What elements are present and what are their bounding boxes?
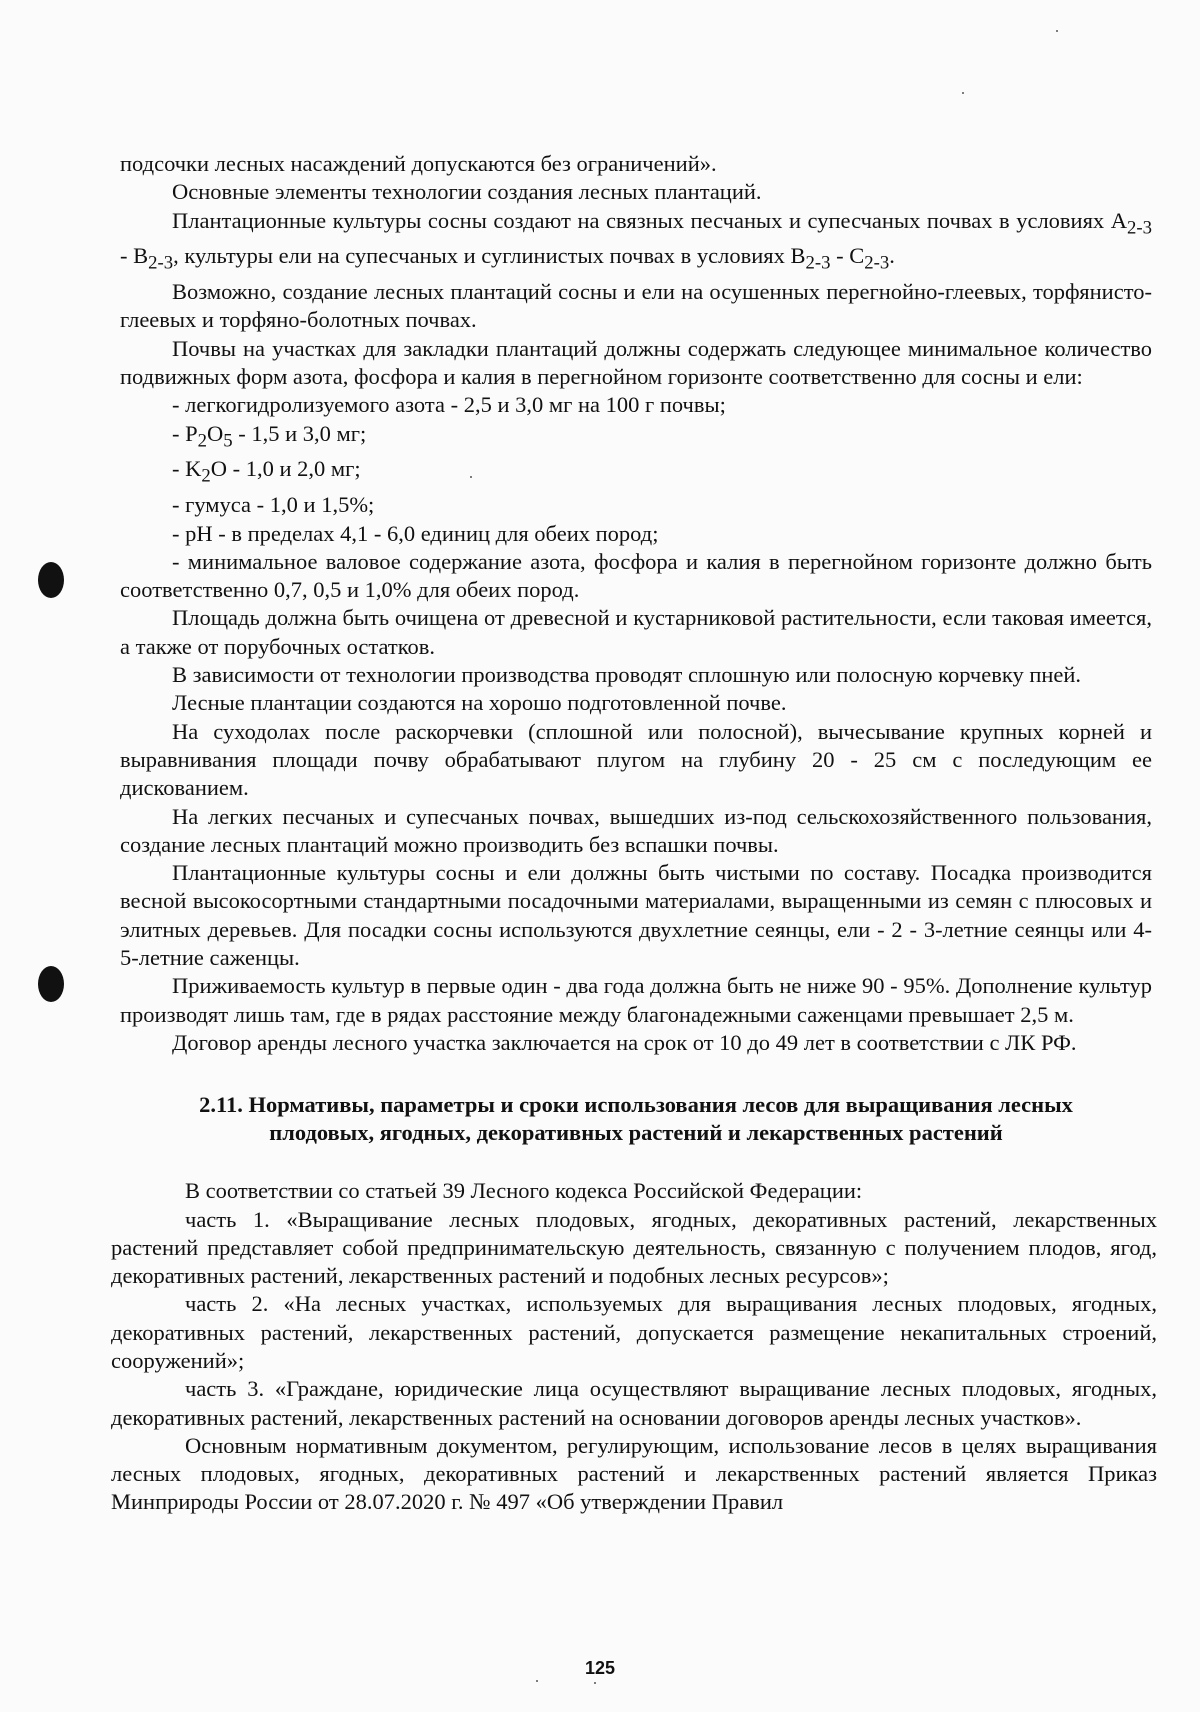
paragraph: - легкогидролизуемого азота - 2,5 и 3,0 мг на 100 г почвы; [172,392,726,418]
paragraph: Договор аренды лесного участка заключается на срок от 10 до 49 лет в соответствии с ЛК РФ. [172,1029,1077,1055]
paragraph: Плантационные культуры сосны и ели должны быть чистыми по составу. Посадка производится весной высокосортными стандартными посадочными материалами, выращенными из семян с плюсовых и элитных деревьев. Для посадки сосны используются двухлетние сеянцы, ели - 2 - 3-летние сеянцы или 4- 5-летние саженцы. [120,860,1152,971]
scan-speck [594,1682,596,1684]
paragraph: - $P_2O_5 - 1,5$ и 3,0 мг; [172,420,367,452]
paragraph: На суходолах после раскорчевки (сплошной или полосной), вычесывание крупных корней и выравнивания площади почву обрабатывают плугом на глубину 20 - 25 см с последующим ее дискованием. [120,718,1152,801]
paragraph: Приживаемость культур в первые один - два года должна быть не ниже 90 - 95%. Дополнение культур производят лишь там, где в рядах расстояние между благонадежными саженцами превышает 2,5 м. [120,973,1152,1027]
section-heading-line-2: плодовых, ягодных, декоративных растений и лекарственных растений [269,1120,1003,1146]
section-heading [120,1091,1152,1147]
document-page [111,150,1157,1517]
scan-speck [1056,30,1058,32]
scan-speck [962,92,964,94]
paragraph: часть 2. «На лесных участках, используемых для выращивания лесных плодовых, ягодных, декоративных растений, лекарственных растений, допускается размещение некапитальных строений, сооружений»; [111,1291,1157,1373]
scan-speck [536,1680,538,1682]
paragraph: Почвы на участках для закладки плантаций должны содержать следующее минимальное количество подвижных форм азота, фосфора и калия в перегнойном горизонте соответственно для сосны и ели: [120,335,1152,390]
paragraph: подсочки лесных насаждений допускаются без ограничений». [120,151,717,176]
paragraph: Основным нормативным документом, регулирующим, использование лесов в целях выращивания лесных плодовых, ягодных, декоративных растений и лекарственных растений является Приказ Минприроды России от 28.07.2020 г. № 497 «Об утверждении Правил [111,1432,1157,1515]
paragraph: В зависимости от технологии производства проводят сплошную или полосную корчевку пней. [172,662,1082,688]
section-heading-line-1: 2.11. Нормативы, параметры и сроки использования лесов для выращивания лесных [199,1092,1073,1118]
page-number: 125 [584,1658,616,1678]
paragraph: - pH - в пределах 4,1 - 6,0 единиц для обеих пород; [172,520,659,546]
paragraph: - гумуса - 1,0 и 1,5%; [172,492,375,518]
paragraph: Плантационные культуры сосны создают на связных песчаных и супесчаных почвах в условиях $А_{2-3} - В_{2-3}$, культуры ели на супесчаных и суглинистых почвах в условиях $В_{2-3} - С_{2-3}$. [120,207,1152,274]
paragraph: В соответствии со статьей 39 Лесного кодекса Российской Федерации: [185,1178,863,1204]
paragraph: На легких песчаных и супесчаных почвах, вышедших из-под сельскохозяйственного пользования, создание лесных плантаций можно производить без вспашки почвы. [120,803,1152,857]
section-plantations [120,150,1152,1057]
paragraph: - $K_2O - 1,0$ и 2,0 мг; [172,456,361,487]
paragraph: Основные элементы технологии создания лесных плантаций. [172,179,762,205]
paragraph: Лесные плантации создаются на хорошо подготовленной почве. [172,690,787,716]
paragraph: - минимальное валовое содержание азота, фосфора и калия в перегнойном горизонте должно быть соответственно 0,7, 0,5 и 1,0% для обеих пород. [120,548,1152,603]
paragraph: часть 3. «Граждане, юридические лица осуществляют выращивание лесных плодовых, ягодных, декоративных растений, лекарственных растений на основании договоров аренды лесных участков». [111,1376,1157,1430]
paragraph: Возможно, создание лесных плантаций сосны и ели на осушенных перегнойно-глеевых, торфянисто-глеевых и торфяно-болотных почвах. [120,279,1152,333]
punch-hole-mark-bottom [38,966,64,1002]
section-fruit-berry-plants [111,1177,1157,1517]
punch-hole-mark-top [38,562,64,598]
paragraph: часть 1. «Выращивание лесных плодовых, ягодных, декоративных растений, лекарственных растений представляет собой предпринимательскую деятельность, связанную с получением плодов, ягод, декоративных растений, лекарственных растений и подобных лесных ресурсов»; [111,1206,1157,1289]
paragraph: Площадь должна быть очищена от древесной и кустарниковой растительности, если таковая имеется, а также от порубочных остатков. [120,605,1152,659]
